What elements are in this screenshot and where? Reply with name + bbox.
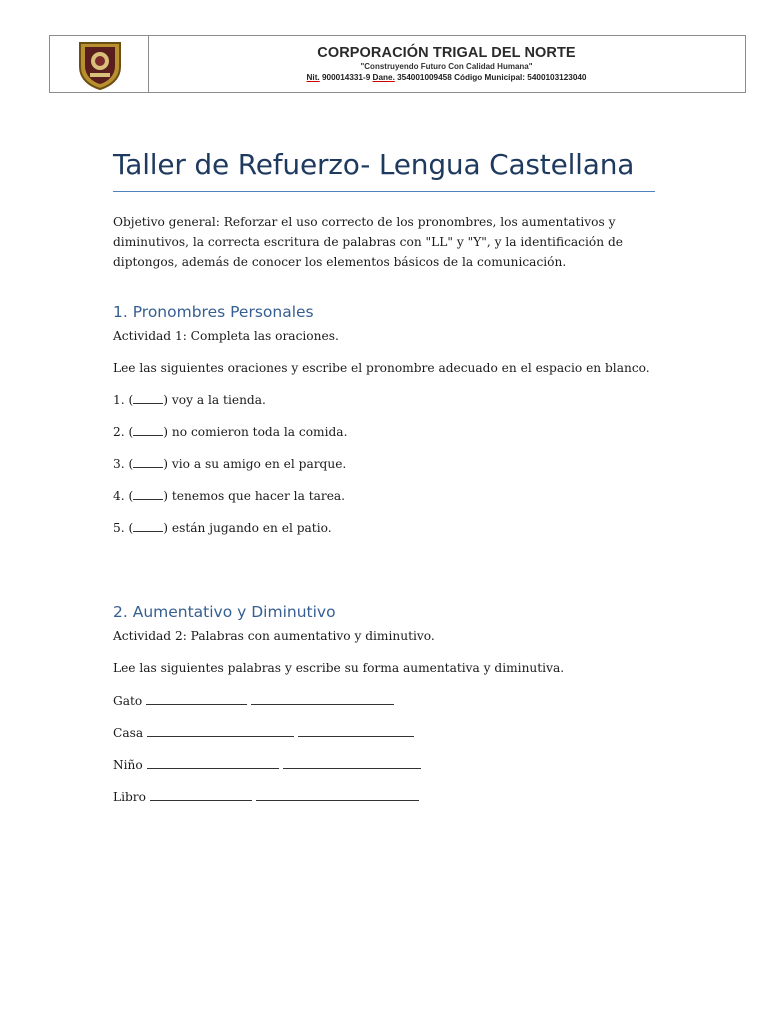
word-label: Niño [113,758,143,772]
section2-heading: 2. Aumentativo y Diminutivo [113,603,336,621]
nit-value: 900014331-9 [322,73,371,82]
objective-paragraph: Objetivo general: Reforzar el uso correcto de los pronombres, los aumentativos y diminutivos, la correcta escritura de palabras con "LL" y "Y", y la identificación de diptongos, además de conocer los elementos básicos de la comunicación. [113,215,623,269]
word-row [113,757,421,772]
document-header [49,35,746,93]
diminutivo-blank[interactable] [283,757,421,769]
answer-blank[interactable] [133,393,163,404]
item-number: 5. ( [113,521,134,535]
section1-heading: 1. Pronombres Personales [113,303,314,321]
item-number: 3. ( [113,457,134,471]
exercise-item [113,489,345,503]
answer-blank[interactable] [133,425,163,436]
aumentativo-blank[interactable] [150,789,252,801]
section2-activity: Actividad 2: Palabras con aumentativo y diminutivo. [113,629,435,643]
word-label: Casa [113,726,144,740]
document-title: Taller de Refuerzo- Lengua Castellana [113,148,635,181]
word-row [113,725,414,740]
word-row [113,789,419,804]
item-text: ) tenemos que hacer la tarea. [163,489,346,503]
org-name: CORPORACIÓN TRIGAL DEL NORTE [317,45,576,61]
nit-label: Nit. [306,73,320,82]
item-text: ) vio a su amigo en el parque. [163,457,347,471]
aumentativo-blank[interactable] [147,757,279,769]
school-crest-logo [74,39,126,91]
org-motto: "Construyendo Futuro Con Calidad Humana" [360,62,533,71]
exercise-item [113,425,347,439]
answer-blank[interactable] [133,521,163,532]
word-label: Gato [113,694,143,708]
word-label: Libro [113,790,146,804]
exercise-item [113,457,346,471]
crest-cell [50,36,149,92]
item-number: 4. ( [113,489,134,503]
org-info [148,36,745,82]
answer-blank[interactable] [133,489,163,500]
exercise-item [113,521,332,535]
municipal-code: Código Municipal: 5400103123040 [454,73,587,82]
diminutivo-blank[interactable] [251,693,394,705]
dane-label: Dane. [372,73,395,82]
section1-instruction: Lee las siguientes oraciones y escribe el pronombre adecuado en el espacio en blanco. [113,361,650,375]
answer-blank[interactable] [133,457,163,468]
section1-activity: Actividad 1: Completa las oraciones. [113,329,339,343]
item-number: 2. ( [113,425,134,439]
aumentativo-blank[interactable] [147,725,294,737]
item-number: 1. ( [113,393,134,407]
org-identifiers [148,73,745,82]
aumentativo-blank[interactable] [146,693,247,705]
title-divider [113,191,655,192]
section2-instruction: Lee las siguientes palabras y escribe su forma aumentativa y diminutiva. [113,661,565,675]
diminutivo-blank[interactable] [298,725,414,737]
item-text: ) voy a la tienda. [163,393,266,407]
item-text: ) no comieron toda la comida. [163,425,348,439]
word-row [113,693,394,708]
item-text: ) están jugando en el patio. [163,521,332,535]
dane-value: 354001009458 [397,73,452,82]
diminutivo-blank[interactable] [256,789,419,801]
exercise-item [113,393,266,407]
